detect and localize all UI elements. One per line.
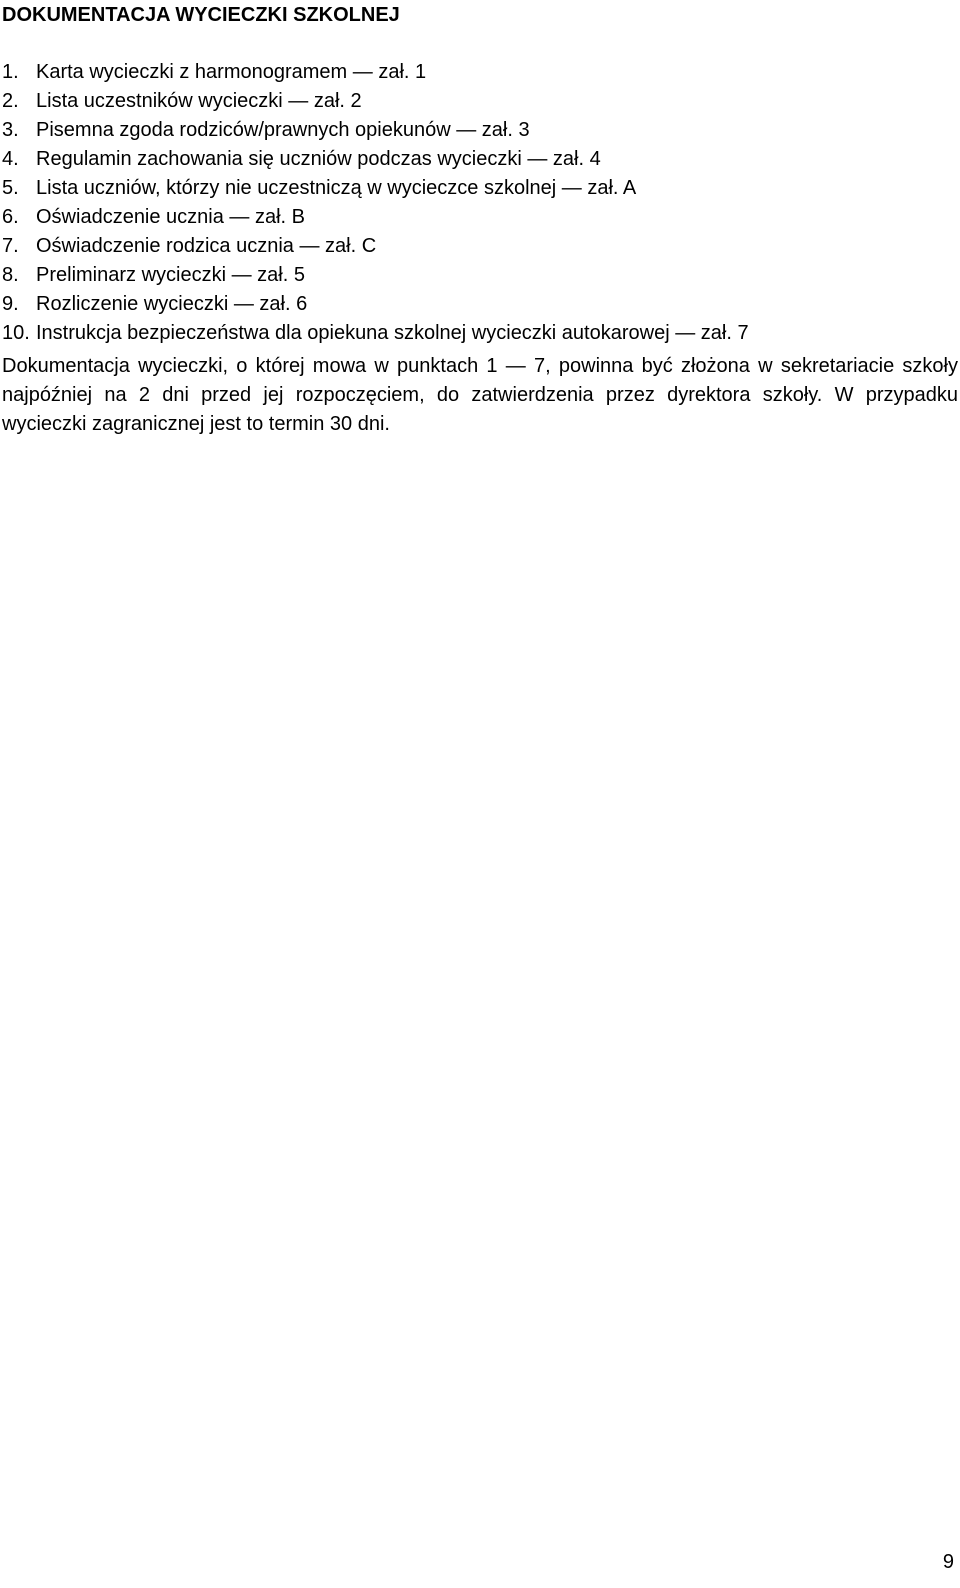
list-item — [2, 232, 749, 261]
list-item — [2, 116, 749, 145]
list-item — [2, 261, 749, 290]
list-item — [2, 174, 749, 203]
list-item-number: 10. — [2, 322, 30, 344]
list-item-text: Regulamin zachowania się uczniów podczas wycieczki — zał. 4 — [36, 148, 601, 170]
list-item-text: Lista uczniów, którzy nie uczestniczą w wycieczce szkolnej — zał. A — [36, 177, 637, 199]
page-number: 9 — [942, 1551, 954, 1573]
list-item-number: 5. — [2, 177, 19, 199]
list-item-text: Lista uczestników wycieczki — zał. 2 — [36, 90, 362, 112]
list-item-number: 2. — [2, 90, 19, 112]
list-item-text: Oświadczenie rodzica ucznia — zał. C — [36, 235, 377, 257]
list-item-text: Rozliczenie wycieczki — zał. 6 — [36, 293, 308, 315]
list-item-number: 3. — [2, 119, 19, 141]
attachment-list — [2, 58, 749, 348]
list-item — [2, 87, 749, 116]
list-item-text: Karta wycieczki z harmonogramem — zał. 1 — [36, 61, 427, 83]
list-item — [2, 290, 749, 319]
list-item — [2, 58, 749, 87]
list-item-number: 9. — [2, 293, 19, 315]
list-item-number: 6. — [2, 206, 19, 228]
list-item — [2, 203, 749, 232]
list-item-number: 4. — [2, 148, 19, 170]
list-item-text: Pisemna zgoda rodziców/prawnych opiekunów — zał. 3 — [36, 119, 530, 141]
list-item-text: Preliminarz wycieczki — zał. 5 — [36, 264, 305, 286]
list-item-text: Instrukcja bezpieczeństwa dla opiekuna szkolnej wycieczki autokarowej — zał. 7 — [36, 322, 749, 344]
list-item-number: 1. — [2, 61, 19, 83]
list-item-text: Oświadczenie ucznia — zał. B — [36, 206, 306, 228]
list-item — [2, 145, 749, 174]
list-item — [2, 319, 749, 348]
list-item-number: 7. — [2, 235, 19, 257]
page-title: DOKUMENTACJA WYCIECZKI SZKOLNEJ — [2, 4, 400, 26]
list-item-number: 8. — [2, 264, 19, 286]
body-paragraph: Dokumentacja wycieczki, o której mowa w punktach 1 — 7, powinna być złożona w sekretariacie szkoły najpóźniej na 2 dni przed jej rozpoczęciem, do zatwierdzenia przez dyrektora szkoły. W przypadku wycieczki zagranicznej jest to termin 30 dni. — [2, 355, 958, 435]
